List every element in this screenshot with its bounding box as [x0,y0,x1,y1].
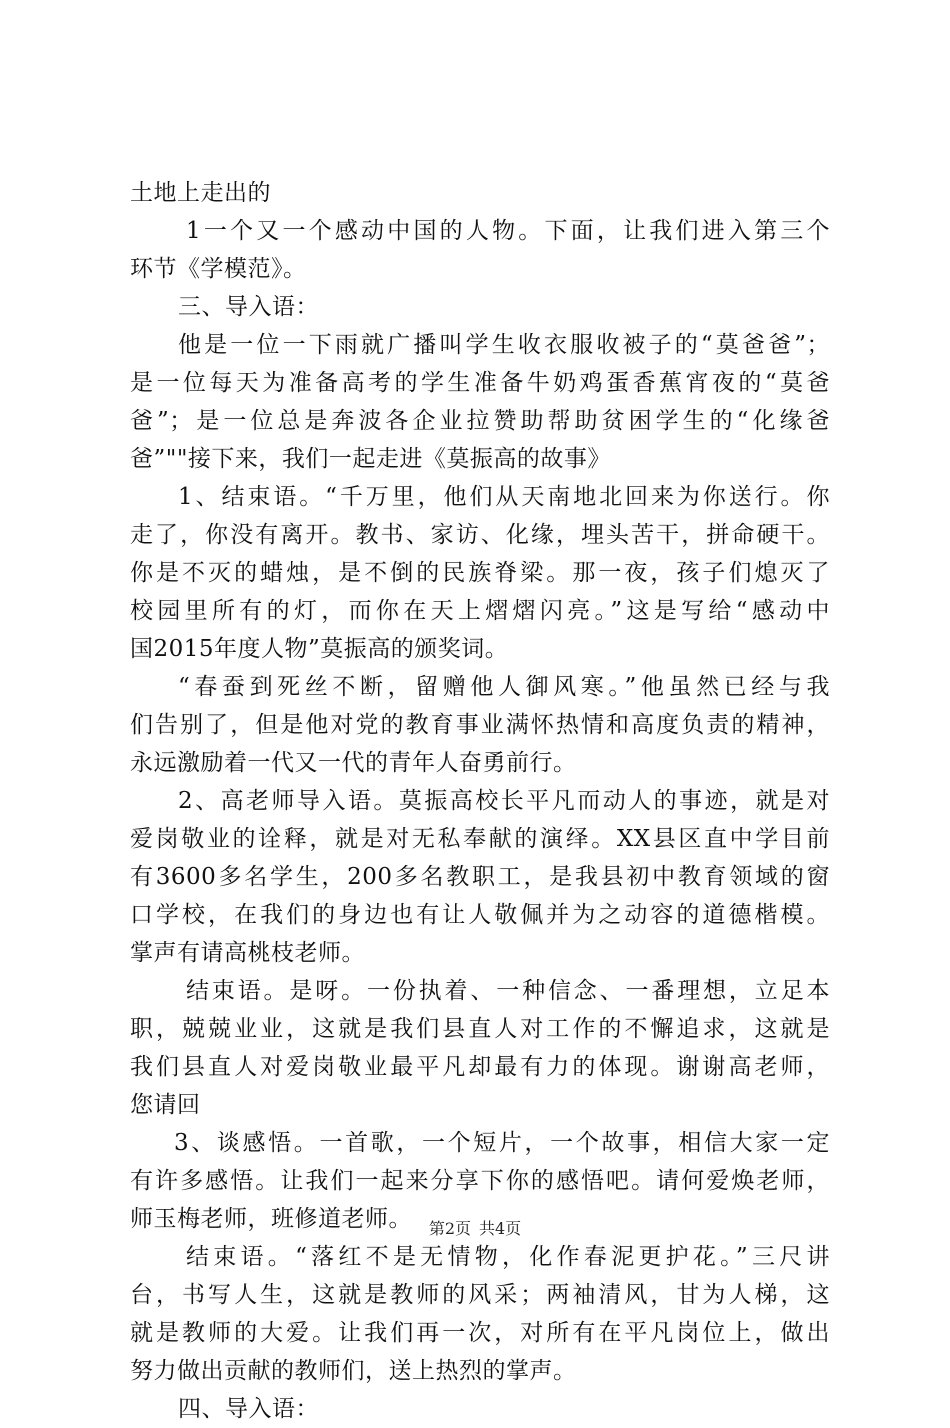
text-line: 走了，你没有离开。教书、家访、化缘，埋头苦干，拼命硬干。 [130,522,830,548]
text-line: 师玉梅老师，班修道老师。 [130,1206,412,1232]
text-line: 我们县直人对爱岗敬业最平凡却最有力的体现。谢谢高老师， [130,1054,830,1080]
text-line: 他是一位一下雨就广播叫学生收衣服收被子的“莫爸爸”； [178,332,830,358]
text-line: 结束语。是呀。一份执着、一种信念、一番理想，立足本 [186,978,830,1004]
document-body [130,174,830,1428]
text-line: 校园里所有的灯，而你在天上熠熠闪亮。”这是写给“感动中 [130,598,830,624]
text-line: 努力做出贡献的教师们，送上热烈的掌声。 [130,1358,577,1384]
text-line: 台，书写人生，这就是教师的风采；两袖清风，甘为人梯，这 [130,1282,830,1308]
section-heading: 三、导入语： [178,294,319,320]
text-line: 1、结束语。“千万里，他们从天南地北回来为你送行。你 [178,484,830,510]
text-line: 环节《学模范》。 [130,256,307,282]
text-line: 有3600多名学生，200多名教职工，是我县初中教育领域的窗 [130,864,830,890]
text-line: 爱岗敬业的诠释，就是对无私奉献的演绎。XX县区直中学目前 [130,826,830,852]
text-line: 有许多感悟。让我们一起来分享下你的感悟吧。请何爱焕老师， [130,1168,830,1194]
text-line: 爸”""接下来，我们一起走进《莫振高的故事》 [130,446,611,472]
text-line: “春蚕到死丝不断，留赠他人御风寒。”他虽然已经与我 [178,674,830,700]
text-line: 国2015年度人物”莫振高的颁奖词。 [130,636,509,662]
text-line: 爸”；是一位总是奔波各企业拉赞助帮助贫困学生的“化缘爸 [130,408,830,434]
text-line: 3、谈感悟。一首歌，一个短片，一个故事，相信大家一定 [174,1130,830,1156]
text-line: 口学校，在我们的身边也有让人敬佩并为之动容的道德楷模。 [130,902,830,928]
page-number: 第2页 [428,1219,471,1238]
text-line: 掌声有请高桃枝老师。 [130,940,365,966]
text-line: 是一位每天为准备高考的学生准备牛奶鸡蛋香蕉宵夜的“莫爸 [130,370,830,396]
text-line: 永远激励着一代又一代的青年人奋勇前行。 [130,750,577,776]
text-line: 职，兢兢业业，这就是我们县直人对工作的不懈追求，这就是 [130,1016,830,1042]
text-line: 你是不灭的蜡烛，是不倒的民族脊梁。那一夜，孩子们熄灭了 [130,560,830,586]
text-line: 就是教师的大爱。让我们再一次，对所有在平凡岗位上，做出 [130,1320,830,1346]
text-line: 2、高老师导入语。莫振高校长平凡而动人的事迹，就是对 [178,788,830,814]
text-line: 们告别了，但是他对党的教育事业满怀热情和高度负责的精神， [130,712,830,738]
text-line: 结束语。“落红不是无情物，化作春泥更护花。”三尺讲 [186,1244,830,1270]
text-line: 土地上走出的 [130,180,271,206]
text-line: 您请回 [130,1092,201,1118]
text-line: 1一个又一个感动中国的人物。下面，让我们进入第三个 [186,218,830,244]
page-footer [0,1216,950,1239]
section-heading: 四、导入语： [178,1396,319,1422]
page-total: 共4页 [479,1219,522,1238]
